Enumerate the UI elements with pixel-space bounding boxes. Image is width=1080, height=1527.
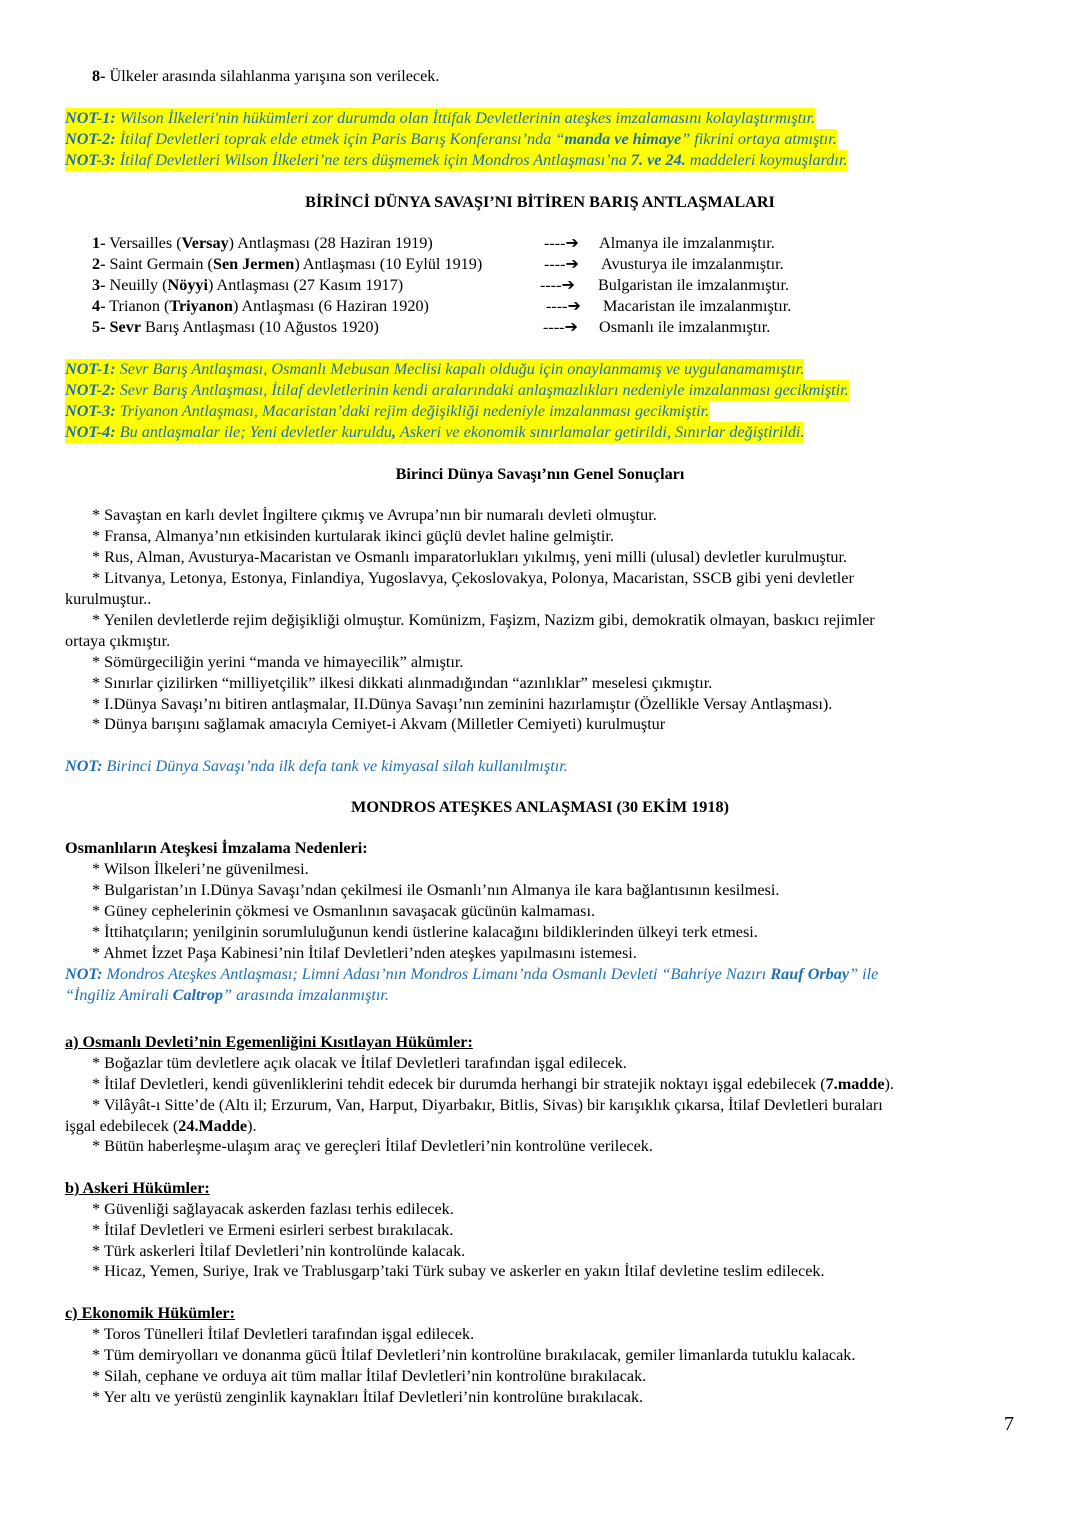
list-item: * Fransa, Almanya’nın etkisinden kurtularak ikinci güçlü devlet haline gelmiştir. (92, 527, 614, 545)
note-line (65, 129, 837, 150)
list-item (92, 1053, 627, 1074)
item-number: 1- (92, 234, 106, 252)
subsection-title: c) Ekonomik Hükümler: (65, 1304, 235, 1322)
treaty-result: Avusturya ile imzalanmıştır. (601, 255, 784, 273)
section-title: Birinci Dünya Savaşı’nın Genel Sonuçları (395, 465, 685, 483)
treaty-text: ) Antlaşması (6 Haziran 1920) (232, 297, 429, 315)
item-text: * Vilâyât-ı Sitte’de (Altı il; Erzurum, Van, Harput, Diyarbakır, Bitlis, Sivas) bir karışıklık çıkarsa, İtilaf Devletleri buraları (92, 1096, 883, 1114)
note-text: Mondros Ateşkes Antlaşması; Limni Adası’nın Mondros Limanı’nda Osmanlı Devleti “Bahriye Nazırı (102, 965, 771, 983)
treaty-name-bold: Triyanon (169, 297, 233, 315)
arrow-icon: ----➔ (544, 255, 580, 273)
note-label: NOT-2: (65, 130, 116, 148)
treaty-result: Macaristan ile imzalanmıştır. (603, 297, 792, 315)
treaty-text: ) Antlaşması (27 Kasım 1917) (208, 276, 404, 294)
list-item: * İtilaf Devletleri ve Ermeni esirleri serbest bırakılacak. (92, 1221, 454, 1239)
list-item: * Sömürgeciliğin yerini “manda ve himayecilik” almıştır. (92, 653, 464, 671)
treaty-item (92, 296, 429, 317)
list-item (92, 1136, 653, 1157)
list-item: * Ahmet İzzet Paşa Kabinesi’nin İtilaf Devletleri’nden ateşkes yapılmasını istemesi. (92, 944, 637, 962)
arrow-icon: ----➔ (543, 318, 579, 336)
note-line (65, 985, 389, 1006)
note-emphasis: Rauf Orbay (770, 965, 850, 983)
treaty-item (92, 317, 379, 338)
item-number: 8- (92, 67, 106, 85)
item-text: * İtilaf Devletleri, kendi güvenliklerini tehdit edecek bir durumda herhangi bir stratejik noktayı işgal edebilecek ( (92, 1075, 826, 1093)
note-text: Wilson İlkeleri'nin hükümleri zor durumda olan İttifak Devletlerinin ateşkes imzalamasını kolaylaştırmıştır. (115, 109, 816, 127)
note-label: NOT: (65, 757, 103, 775)
treaty-text: Neuilly ( (105, 276, 168, 294)
list-item: * Litvanya, Letonya, Estonya, Finlandiya, Yugoslavya, Çekoslovakya, Polonya, Macaristan, SSCB gibi yeni devletler (92, 569, 854, 587)
note-text: ” fikrini ortaya atmıştır. (681, 130, 837, 148)
note-text: Birinci Dünya Savaşı’nda ilk defa tank ve kimyasal silah kullanılmıştır. (102, 757, 568, 775)
list-item: * Yenilen devletlerde rejim değişikliği olmuştur. Komünizm, Faşizm, Nazizm gibi, demokratik olmayan, baskıcı rejimler (92, 611, 875, 629)
item-text: işgal edebilecek ( (65, 1117, 179, 1135)
note-text: ” arasında imzalanmıştır. (223, 986, 389, 1004)
item-text: ). (247, 1117, 257, 1135)
item-text: Ülkeler arasında silahlanma yarışına son verilecek. (109, 67, 440, 85)
section-title: BİRİNCİ DÜNYA SAVAŞI’NI BİTİREN BARIŞ ANTLAŞMALARI (305, 193, 775, 211)
note-emphasis: manda ve himaye (564, 130, 682, 148)
subsection-title: Osmanlıların Ateşkesi İmzalama Nedenleri: (65, 839, 368, 857)
note-line (65, 401, 709, 422)
arrow-icon: ----➔ (546, 297, 582, 315)
page-number: 7 (1004, 1413, 1014, 1435)
treaty-text: Saint Germain ( (105, 255, 213, 273)
note-label: NOT: (65, 965, 103, 983)
list-item-continuation (65, 1116, 257, 1137)
note-text: Sevr Barış Antlaşması, Osmanlı Mebusan Meclisi kapalı olduğu için onaylanmamış ve uygulanamamıştır. (115, 360, 805, 378)
treaty-item (92, 233, 433, 254)
treaty-item (92, 254, 482, 275)
list-item: * Savaştan en karlı devlet İngiltere çıkmış ve Avrupa’nın bir numaralı devleti olmuştur. (92, 506, 657, 524)
subsection-title: b) Askeri Hükümler: (65, 1179, 210, 1197)
item-text: ). (884, 1075, 894, 1093)
item-text: * Bütün haberleşme-ulaşım araç ve gereçleri İtilaf Devletleri’nin kontrolüne verilecek. (92, 1137, 653, 1155)
note-emphasis: 7. ve 24. (630, 151, 686, 169)
note-label: NOT-4: (65, 423, 116, 441)
treaty-result: Osmanlı ile imzalanmıştır. (599, 318, 771, 336)
arrow-icon: ----➔ (540, 276, 576, 294)
list-item-continuation: kurulmuştur.. (65, 590, 152, 608)
item-number: 2- (92, 255, 106, 273)
note-label: NOT-3: (65, 151, 116, 169)
note-label: NOT-2: (65, 381, 116, 399)
note-text: Triyanon Antlaşması, Macaristan’daki rejim değişikliği nedeniyle imzalanması gecikmiştir. (115, 402, 710, 420)
list-item: * Toros Tünelleri İtilaf Devletleri tarafından işgal edilecek. (92, 1325, 475, 1343)
list-item: * Silah, cephane ve orduya ait tüm mallar İtilaf Devletleri’nin kontrolüne bırakılacak. (92, 1367, 647, 1385)
list-item: * Tüm demiryolları ve donanma gücü İtilaf Devletleri’nin kontrolüne bırakılacak, gemiler limanlarda tutuklu kalacak. (92, 1346, 856, 1364)
item-emphasis: 24.Madde (178, 1117, 248, 1135)
item-text: * Boğazlar tüm devletlere açık olacak ve İtilaf Devletleri tarafından işgal edilecek. (92, 1054, 627, 1072)
arrow-icon: ----➔ (544, 234, 580, 252)
list-item: * Hicaz, Yemen, Suriye, Irak ve Trablusgarp’taki Türk subay ve askerler en yakın İtilaf devletine teslim edilecek. (92, 1262, 825, 1280)
note-line (65, 359, 804, 380)
note-text: Sevr Barış Antlaşması, İtilaf devletlerinin kendi aralarındaki anlaşmazlıkları nedeniyle imzalanması gecikmiştir. (115, 381, 849, 399)
note-line (65, 150, 847, 171)
treaty-text: Versailles ( (105, 234, 182, 252)
list-item: * Bulgaristan’ın I.Dünya Savaşı’ndan çekilmesi ile Osmanlı’nın Almanya ile kara bağlantısının kesilmesi. (92, 881, 780, 899)
note-text: maddeleri koymuşlardır. (685, 151, 848, 169)
item-number: 3- (92, 276, 106, 294)
note-label: NOT-1: (65, 360, 116, 378)
note-text: Askeri ve ekonomik sınırlamalar getirildi, Sınırlar değiştirildi. (396, 423, 805, 441)
list-item (92, 1074, 894, 1095)
list-item-continuation: ortaya çıkmıştır. (65, 632, 171, 650)
note-line (65, 108, 815, 129)
note-label: NOT-3: (65, 402, 116, 420)
note-emphasis: Caltrop (172, 986, 224, 1004)
list-item: * Güvenliği sağlayacak askerden fazlası terhis edilecek. (92, 1200, 454, 1218)
note-text: “İngiliz Amirali (65, 986, 173, 1004)
note-line (65, 380, 849, 401)
list-item: * Dünya barışını sağlamak amacıyla Cemiyet-i Akvam (Milletler Cemiyeti) kurulmuştur (92, 715, 666, 733)
note-line (65, 964, 878, 985)
treaty-text: ) Antlaşması (10 Eylül 1919) (294, 255, 483, 273)
treaty-name-bold: Versay (181, 234, 229, 252)
section-title: MONDROS ATEŞKES ANLAŞMASI (30 EKİM 1918) (351, 798, 729, 816)
treaty-item (92, 275, 403, 296)
treaty-result: Almanya ile imzalanmıştır. (599, 234, 775, 252)
treaty-text: ) Antlaşması (28 Haziran 1919) (228, 234, 433, 252)
note-line (65, 422, 804, 443)
treaty-result: Bulgaristan ile imzalanmıştır. (598, 276, 790, 294)
list-item: * I.Dünya Savaşı’nı bitiren antlaşmalar, II.Dünya Savaşı’nın zeminini hazırlamıştır (Özellikle Versay Antlaşması). (92, 695, 833, 713)
note-text: İtilaf Devletleri Wilson İlkeleri’ne ters düşmemek için Mondros Antlaşması’na (115, 151, 631, 169)
treaty-name-bold: Sevr (109, 318, 141, 336)
note-line (65, 756, 568, 777)
treaty-text: Trianon ( (105, 297, 170, 315)
note-label: NOT-1: (65, 109, 116, 127)
list-item: * İttihatçıların; yenilginin sorumluluğunun kendi üstlerine kalacağını bildiklerinden ülkeyi terk etmesi. (92, 923, 758, 941)
note-text: Bu antlaşmalar ile; Yeni devletler kuruldu (115, 423, 393, 441)
treaty-text: Barış Antlaşması (10 Ağustos 1920) (141, 318, 379, 336)
item-number: 5- (92, 318, 106, 336)
treaty-name-bold: Nöyyi (167, 276, 208, 294)
note-emphasis: , (392, 423, 397, 441)
item-number: 4- (92, 297, 106, 315)
list-item: * Güney cephelerinin çökmesi ve Osmanlının savaşacak gücünün kalmaması. (92, 902, 596, 920)
subsection-title: a) Osmanlı Devleti’nin Egemenliğini Kısıtlayan Hükümler: (65, 1033, 473, 1051)
note-text: İtilaf Devletleri toprak elde etmek için Paris Barış Konferansı’nda “ (115, 130, 565, 148)
list-item: * Yer altı ve yerüstü zenginlik kaynakları İtilaf Devletleri’nin kontrolüne bırakılacak. (92, 1388, 644, 1406)
list-item: * Wilson İlkeleri’ne güvenilmesi. (92, 860, 309, 878)
note-text: ” ile (849, 965, 879, 983)
list-item (92, 66, 439, 87)
list-item: * Rus, Alman, Avusturya-Macaristan ve Osmanlı imparatorlukları yıkılmış, yeni milli (ulusal) devletler kurulmuştur. (92, 548, 847, 566)
list-item: * Sınırlar çizilirken “milliyetçilik” ilkesi dikkati alınmadığından “azınlıklar” meselesi çıkmıştır. (92, 674, 713, 692)
list-item (92, 1095, 883, 1116)
item-emphasis: 7.madde (825, 1075, 885, 1093)
treaty-name-bold: Sen Jermen (212, 255, 295, 273)
list-item: * Türk askerleri İtilaf Devletleri’nin kontrolünde kalacak. (92, 1242, 466, 1260)
